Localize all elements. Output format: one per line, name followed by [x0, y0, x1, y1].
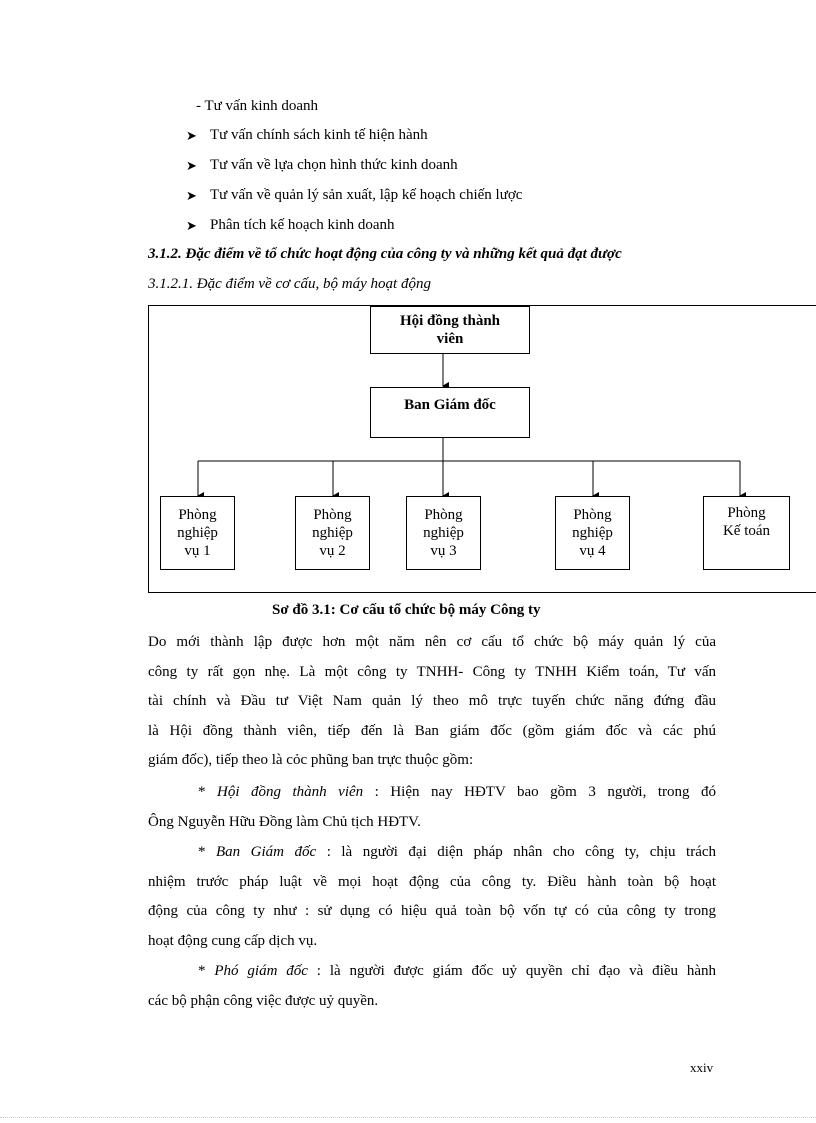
- org-box-dept-4: Phòng nghiệp vụ 4: [555, 496, 630, 570]
- figure-caption: Sơ đồ 3.1: Cơ cấu tổ chức bộ máy Công ty: [272, 602, 541, 618]
- paragraph-intro: [148, 628, 716, 776]
- list-item: Tư vấn chính sách kinh tế hiện hành: [210, 127, 428, 143]
- org-box-board-of-members: Hội đồng thành viên: [370, 306, 530, 354]
- org-box-accounting: Phòng Kế toán: [703, 496, 790, 570]
- paragraph-line: là Hội đồng thành viên, tiếp đến là Ban giám đốc (gồm giám đốc và các phú: [148, 722, 716, 739]
- paragraph-line: * Ban Giám đốc : là người đại diện pháp nhân cho công ty, chịu trách: [198, 844, 717, 860]
- paragraph-line: giám đốc), tiếp theo là cỏc phũng ban trực thuộc gồm:: [148, 752, 474, 768]
- paragraph-line: các bộ phận công việc được uỷ quyền.: [148, 992, 379, 1009]
- paragraph-deputy-director: [148, 957, 716, 1016]
- org-box-dept-3: Phòng nghiệp vụ 3: [406, 496, 481, 570]
- arrow-bullet-icon: ➤: [186, 128, 197, 143]
- paragraph-line: hoạt động cung cấp dịch vụ.: [148, 932, 318, 949]
- paragraph-line: Ông Nguyễn Hữu Đồng làm Chủ tịch HĐTV.: [148, 813, 421, 830]
- subsection-heading: 3.1.2.1. Đặc điểm về cơ cấu, bộ máy hoạt động: [148, 276, 431, 292]
- list-dash-item: - Tư vấn kinh doanh: [196, 98, 318, 114]
- paragraph-line: * Hội đồng thành viên : Hiện nay HĐTV bao gồm 3 người, trong đó: [198, 784, 716, 800]
- arrow-bullet-icon: ➤: [186, 218, 197, 233]
- page-number: xxiv: [690, 1060, 714, 1075]
- section-heading: 3.1.2. Đặc điểm về tổ chức hoạt động của công ty và những kết quả đạt được: [148, 246, 622, 262]
- paragraph-line: tài chính và Đầu tư Việt Nam quản lý theo mô trực tuyến chức năng đứng đầu: [148, 693, 716, 709]
- list-item: Tư vấn về lựa chọn hình thức kinh doanh: [210, 157, 458, 173]
- paragraph-board-of-members: [148, 778, 716, 837]
- paragraph-directors: [148, 838, 716, 956]
- list-item: Tư vấn về quản lý sản xuất, lập kế hoạch chiến lược: [210, 187, 523, 203]
- paragraph-line: nhiệm trước pháp luật về mọi hoạt động của công ty. Điều hành toàn bộ hoạt: [148, 873, 716, 890]
- org-box-dept-2: Phòng nghiệp vụ 2: [295, 496, 370, 570]
- org-box-board-of-directors: Ban Giám đốc: [370, 387, 530, 438]
- paragraph-line: động của công ty như : sử dụng có hiệu quả toàn bộ vốn tự có của công ty trong: [148, 903, 716, 919]
- paragraph-line: * Phó giám đốc : là người được giám đốc uỷ quyền chỉ đạo và điều hành: [198, 963, 717, 979]
- paragraph-line: Do mới thành lập được hơn một năm nên cơ cấu tổ chức bộ máy quản lý của: [148, 634, 716, 650]
- arrow-bullet-icon: ➤: [186, 158, 197, 173]
- list-item: Phân tích kế hoạch kinh doanh: [210, 217, 395, 233]
- page-bottom-border: [0, 1117, 816, 1118]
- arrow-bullet-icon: ➤: [186, 188, 197, 203]
- paragraph-line: công ty rất gọn nhẹ. Là một công ty TNHH- Công ty TNHH Kiểm toán, Tư vấn: [148, 663, 716, 680]
- org-box-dept-1: Phòng nghiệp vụ 1: [160, 496, 235, 570]
